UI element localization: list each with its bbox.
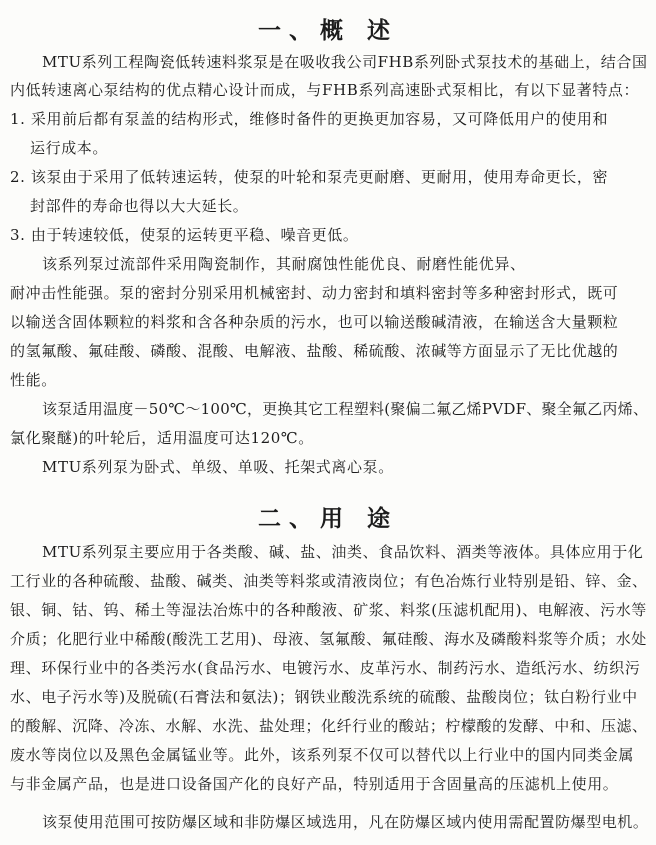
applications-line: 与非金属产品，也是进口设备国产化的良好产品，特别适用于含固量高的压滤机上使用。 xyxy=(10,775,619,793)
section-title-overview: 一、概 述 xyxy=(257,18,398,44)
overview-line: 耐冲击性能强。泵的密封分别采用机械密封、动力密封和填料密封等多种密封形式，既可 xyxy=(10,284,619,302)
overview-line: MTU系列工程陶瓷低转速料浆泵是在吸收我公司FHB系列卧式泵技术的基础上，结合国 xyxy=(42,53,648,71)
applications-line: 银、铜、钴、钨、稀土等湿法冶炼中的各种酸液、矿浆、料浆(压滤机配用)、电解液、污水等 xyxy=(10,601,647,619)
overview-line: 该泵适用温度－50℃～100℃，更换其它工程塑料(聚偏二氟乙烯PVDF、聚全氟乙丙烯、 xyxy=(42,400,649,418)
applications-line: 的酸解、沉降、冷冻、水解、水洗、盐处理；化纤行业的酸站；柠檬酸的发酵、中和、压滤、 xyxy=(10,717,648,735)
overview-line: 运行成本。 xyxy=(30,139,109,157)
applications-line: 介质；化肥行业中稀酸(酸洗工艺用)、母液、氢氟酸、氟硅酸、海水及磷酸料浆等介质；水处 xyxy=(10,630,647,648)
applications-line: MTU系列泵主要应用于各类酸、碱、盐、油类、食品饮料、酒类等液体。具体应用于化 xyxy=(42,543,644,561)
overview-line: 2. 该泵由于采用了低转速运转，使泵的叶轮和泵壳更耐磨、更耐用，使用寿命更长，密 xyxy=(10,168,609,186)
overview-line: MTU系列泵为卧式、单级、单吸、托架式离心泵。 xyxy=(42,458,394,476)
overview-line: 内低转速离心泵结构的优点精心设计而成，与FHB系列高速卧式泵相比，有以下显著特点： xyxy=(10,81,640,99)
overview-line: 该系列泵过流部件采用陶瓷制作，其耐腐蚀性能优良、耐磨性能优异、 xyxy=(42,255,526,273)
overview-line: 的氢氟酸、氟硅酸、磷酸、混酸、电解液、盐酸、稀硫酸、浓碱等方面显示了无比优越的 xyxy=(10,342,619,360)
applications-line: 废水等岗位以及黑色金属锰业等。此外，该系列泵不仅可以替代以上行业中的国内同类金属 xyxy=(10,746,635,764)
overview-line: 以输送含固体颗粒的料浆和含各种杂质的污水，也可以输送酸碱清液，在输送含大量颗粒 xyxy=(10,313,619,331)
applications-line: 工行业的各种硫酸、盐酸、碱类、油类等料浆或清液岗位；有色冶炼行业特别是铅、锌、金、 xyxy=(10,572,648,590)
overview-line: 封部件的寿命也得以大大延长。 xyxy=(30,197,249,215)
applications-line: 水、电子污水等)及脱硫(石膏法和氨法)；钢铁业酸洗系统的硫酸、盐酸岗位；钛白粉行业中 xyxy=(10,688,638,706)
overview-line: 1. 采用前后都有泵盖的结构形式，维修时备件的更换更加容易，又可降低用户的使用和 xyxy=(10,110,609,128)
overview-line: 氯化聚醚)的叶轮后，适用温度可达120℃。 xyxy=(10,429,314,447)
applications-line: 该泵使用范围可按防爆区域和非防爆区域选用，凡在防爆区域内使用需配置防爆型电机。 xyxy=(42,813,649,831)
section-title-applications: 二、用 途 xyxy=(257,506,398,532)
applications-line: 理、环保行业中的各类污水(食品污水、电镀污水、皮革污水、制药污水、造纸污水、纺织污 xyxy=(10,659,641,677)
overview-line: 性能。 xyxy=(10,371,57,389)
overview-line: 3. 由于转速较低，使泵的运转更平稳、噪音更低。 xyxy=(10,226,359,244)
